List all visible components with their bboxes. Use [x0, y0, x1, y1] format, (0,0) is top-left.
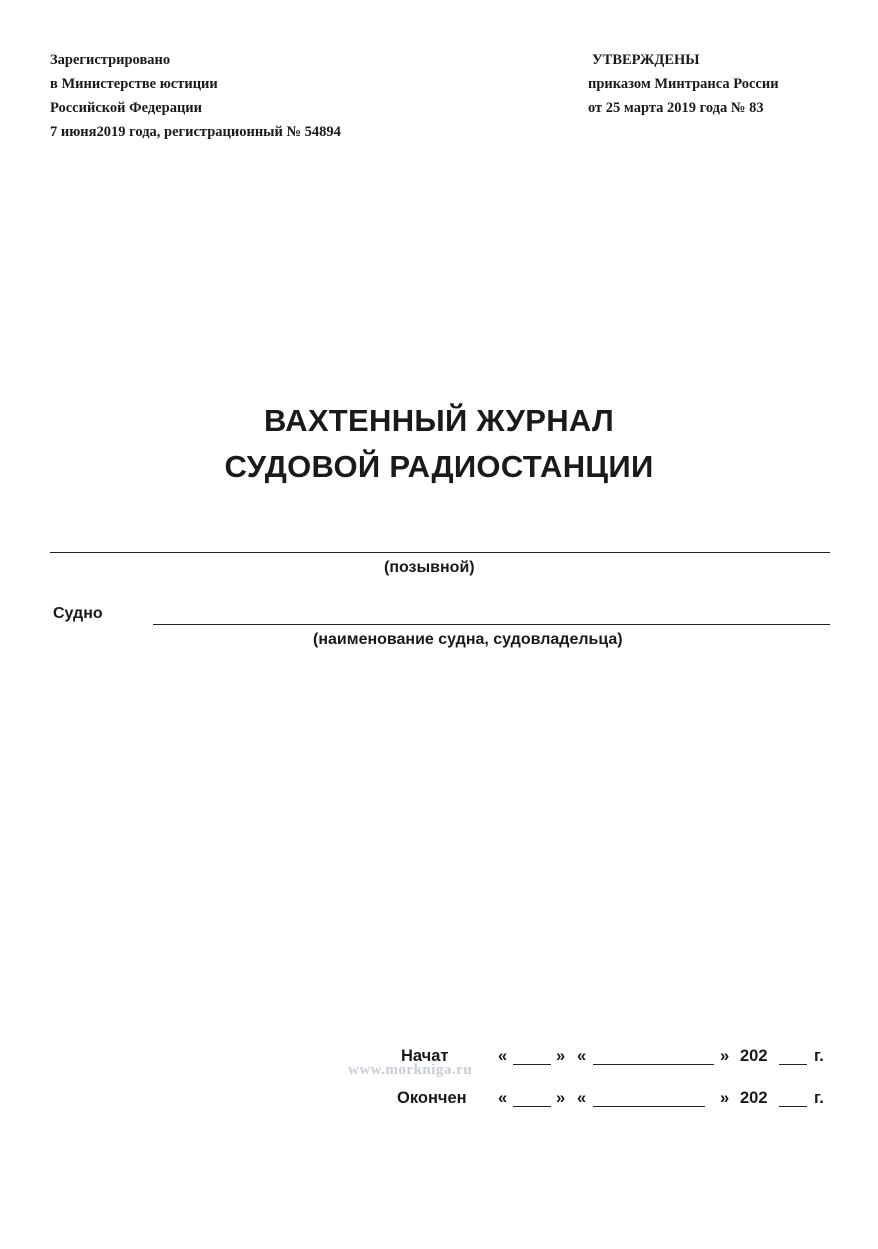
start-day-close-quote: » [556, 1047, 566, 1065]
watermark: www.morkniga.ru [348, 1062, 473, 1078]
registration-line-4: 7 июня2019 года, регистрационный № 54894 [50, 124, 341, 140]
approval-block [588, 48, 779, 120]
approval-line-2: приказом Минтранса России [588, 76, 779, 92]
end-day-blank [513, 1106, 551, 1107]
start-year-prefix: 202 [740, 1047, 768, 1065]
registration-line-1: Зарегистрировано [50, 52, 171, 68]
end-year-blank [779, 1106, 807, 1107]
vessel-fill-line [153, 624, 830, 625]
vessel-label: Судно [53, 605, 103, 622]
start-month-close-quote: » [720, 1047, 730, 1065]
vessel-caption: (наименование судна, судовладельца) [313, 631, 623, 648]
end-month-close-quote: » [720, 1089, 730, 1107]
end-label: Окончен [397, 1089, 467, 1107]
end-year-suffix: г. [814, 1089, 824, 1107]
start-year-blank [779, 1064, 807, 1065]
start-day-blank [513, 1064, 551, 1065]
start-label: Начат [401, 1047, 449, 1065]
end-day-close-quote: » [556, 1089, 566, 1107]
registration-block [50, 48, 341, 144]
start-year-suffix: г. [814, 1047, 824, 1065]
document-title [0, 398, 878, 490]
end-day-open-quote: « [498, 1089, 508, 1107]
registration-line-3: Российской Федерации [50, 100, 203, 116]
title-line-2: СУДОВОЙ РАДИОСТАНЦИИ [224, 449, 654, 484]
start-day-open-quote: « [498, 1047, 508, 1065]
end-month-open-quote: « [577, 1089, 587, 1107]
approval-line-1: УТВЕРЖДЕНЫ [592, 52, 700, 68]
start-month-blank [593, 1064, 714, 1065]
end-year-prefix: 202 [740, 1089, 768, 1107]
approval-line-3: от 25 марта 2019 года № 83 [588, 100, 764, 116]
end-month-blank [593, 1106, 705, 1107]
callsign-fill-line [50, 552, 830, 553]
end-date-row [0, 1089, 878, 1113]
title-line-1: ВАХТЕННЫЙ ЖУРНАЛ [264, 403, 614, 438]
registration-line-2: в Министерстве юстиции [50, 76, 218, 92]
start-month-open-quote: « [577, 1047, 587, 1065]
callsign-caption: (позывной) [384, 559, 475, 576]
